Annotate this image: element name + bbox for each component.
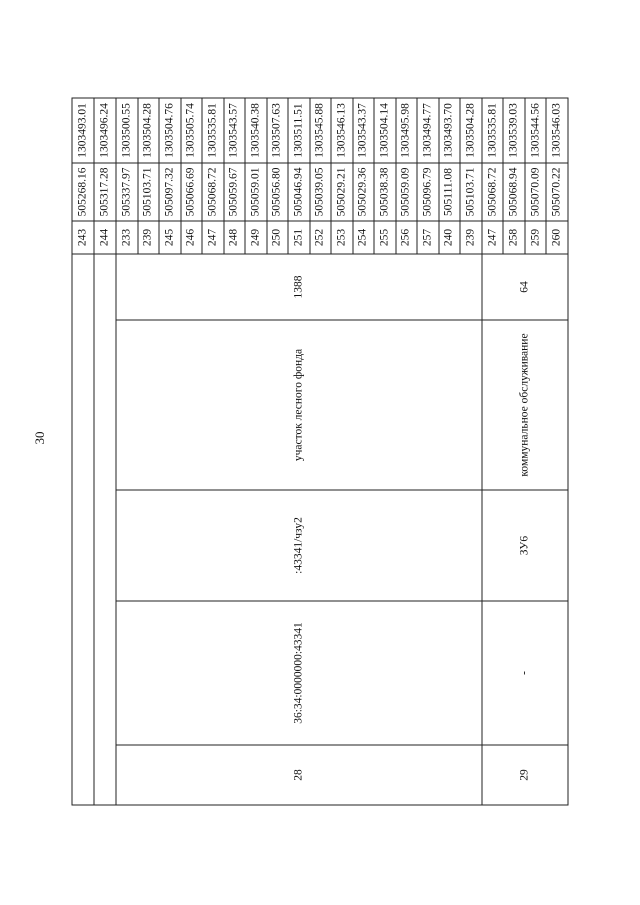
point-x: 505059.67 [224,163,246,221]
point-number: 239 [138,221,160,254]
point-x: 505059.01 [245,163,267,221]
point-y: 1303496.24 [94,98,116,163]
point-y: 1303504.28 [460,98,482,163]
point-x: 505317.28 [94,163,116,221]
empty-cell [94,254,116,805]
point-number: 240 [439,221,461,254]
point-y: 1303494.77 [417,98,439,163]
point-number: 259 [525,221,547,254]
point-number: 252 [310,221,332,254]
point-x: 505059.09 [396,163,418,221]
point-number: 245 [159,221,181,254]
table-row [94,98,116,805]
empty-cell [72,254,94,805]
point-x: 505039.05 [310,163,332,221]
point-number: 244 [94,221,116,254]
point-y: 1303500.55 [116,98,138,163]
point-number: 243 [72,221,94,254]
point-y: 1303539.03 [503,98,525,163]
row-number-cell: 29 [482,745,568,805]
point-y: 1303493.01 [72,98,94,163]
point-y: 1303546.03 [546,98,568,163]
table-row [482,98,504,805]
point-x: 505056.80 [267,163,289,221]
point-number: 251 [288,221,310,254]
point-x: 505068.94 [503,163,525,221]
designation-cell: ЗУ6 [482,490,568,601]
point-y: 1303543.57 [224,98,246,163]
point-x: 505103.71 [138,163,160,221]
point-y: 1303511.51 [288,98,310,163]
point-x: 505268.16 [72,163,94,221]
purpose-cell: участок лесного фонда [116,320,482,490]
point-x: 505029.36 [353,163,375,221]
point-y: 1303507.63 [267,98,289,163]
designation-cell: :43341/чзу2 [116,490,482,601]
coordinates-table [72,97,569,805]
table-row [116,98,138,805]
point-x: 505029.21 [331,163,353,221]
point-number: 253 [331,221,353,254]
point-number: 258 [503,221,525,254]
point-number: 260 [546,221,568,254]
area-cell: 64 [482,254,568,320]
point-y: 1303543.37 [353,98,375,163]
point-y: 1303504.28 [138,98,160,163]
point-x: 505066.69 [181,163,203,221]
point-x: 505337.97 [116,163,138,221]
purpose-cell: коммунальное обслуживание [482,320,568,490]
point-x: 505070.22 [546,163,568,221]
point-number: 250 [267,221,289,254]
point-y: 1303546.13 [331,98,353,163]
point-y: 1303540.38 [245,98,267,163]
point-x: 505070.09 [525,163,547,221]
point-number: 254 [353,221,375,254]
point-y: 1303535.81 [482,98,504,163]
point-y: 1303504.76 [159,98,181,163]
point-x: 505068.72 [482,163,504,221]
point-y: 1303545.88 [310,98,332,163]
point-number: 247 [482,221,504,254]
point-number: 248 [224,221,246,254]
point-x: 505097.32 [159,163,181,221]
rotated-page-content [72,99,569,806]
point-number: 255 [374,221,396,254]
point-number: 233 [116,221,138,254]
point-x: 505096.79 [417,163,439,221]
point-x: 505046.94 [288,163,310,221]
point-x: 505103.71 [460,163,482,221]
point-x: 505111.08 [439,163,461,221]
point-number: 249 [245,221,267,254]
row-number-cell: 28 [116,745,482,805]
cadastral-number-cell: - [482,601,568,745]
area-cell: 1388 [116,254,482,320]
point-y: 1303504.14 [374,98,396,163]
point-number: 239 [460,221,482,254]
point-number: 256 [396,221,418,254]
point-y: 1303535.81 [202,98,224,163]
cadastral-number-cell: 36:34:0000000:43341 [116,601,482,745]
point-number: 247 [202,221,224,254]
table-row [72,98,94,805]
page-number: 30 [32,431,47,445]
point-number: 257 [417,221,439,254]
point-number: 246 [181,221,203,254]
point-y: 1303544.56 [525,98,547,163]
point-y: 1303505.74 [181,98,203,163]
point-y: 1303495.98 [396,98,418,163]
point-x: 505068.72 [202,163,224,221]
point-y: 1303493.70 [439,98,461,163]
point-x: 505038.38 [374,163,396,221]
table-body [72,98,568,805]
